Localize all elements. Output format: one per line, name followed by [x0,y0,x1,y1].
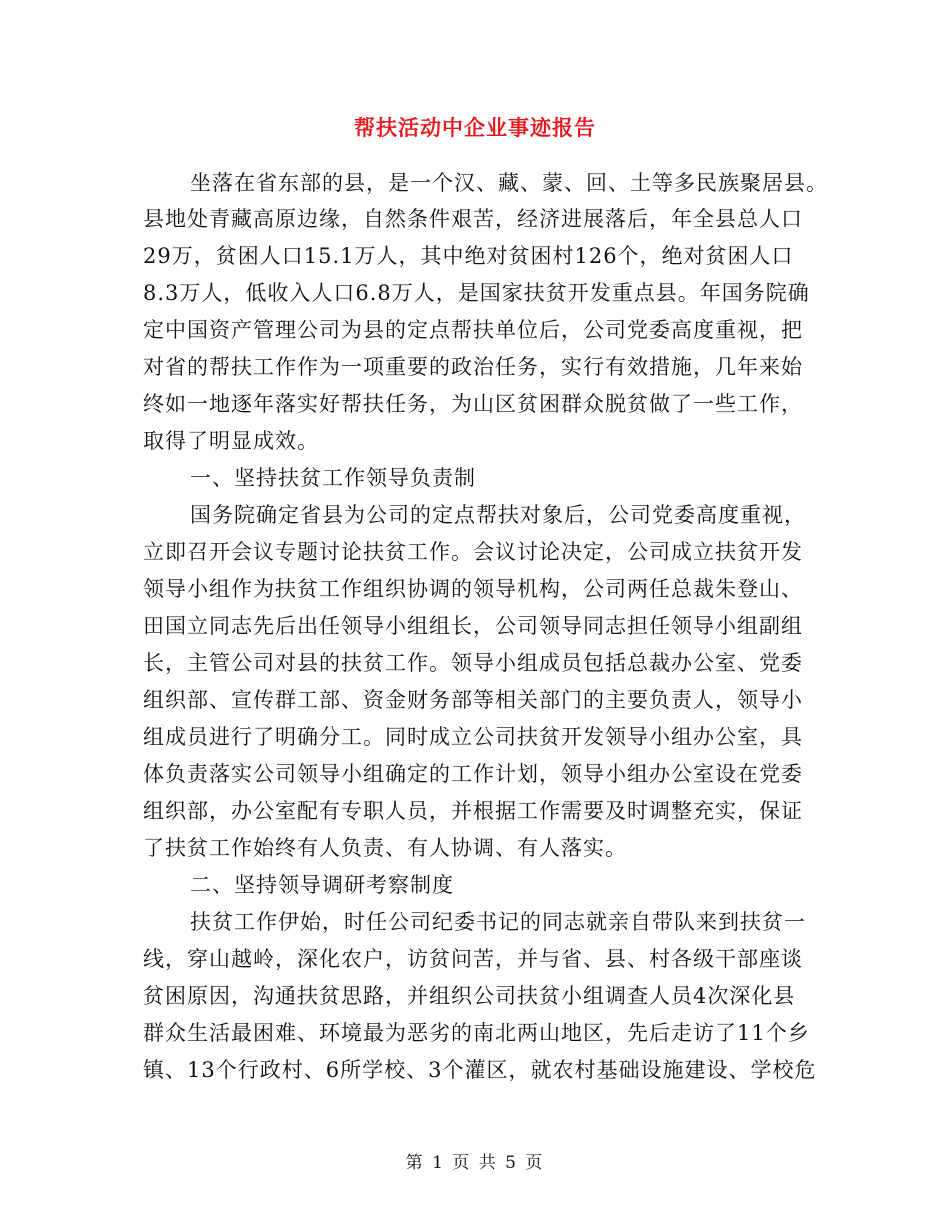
document-title: 帮扶活动中企业事迹报告 [354,115,596,140]
body-line: 坐落在省东部的县，是一个汉、藏、蒙、回、土等多民族聚居县。 [190,171,828,195]
body-line: 组成员进行了明确分工。同时成立公司扶贫开发领导小组办公室，具 [143,725,803,749]
body-line: 县地处青藏高原边缘，自然条件艰苦，经济进展落后，年全县总人口 [143,207,803,231]
body-line: 8.3万人，低收入人口6.8万人，是国家扶贫开发重点县。年国务院确 [143,281,810,305]
body-line: 领导小组作为扶贫工作组织协调的领导机构，公司两任总裁朱登山、 [143,577,803,601]
body-line: 了扶贫工作始终有人负责、有人协调、有人落实。 [143,836,627,860]
body-line: 贫困原因，沟通扶贫思路，并组织公司扶贫小组调查人员4次深化县 [143,984,796,1008]
page-number: 第 1 页 共 5 页 [405,1153,545,1173]
body-line: 对省的帮扶工作作为一项重要的政治任务，实行有效措施，几年来始 [143,355,803,379]
body-line: 立即召开会议专题讨论扶贫工作。会议讨论决定，公司成立扶贫开发 [143,540,803,564]
body-line: 镇、13个行政村、6所学校、3个灌区，就农村基础设施建设、学校危 [143,1058,817,1082]
section-heading: 一、坚持扶贫工作领导负责制 [190,466,476,490]
body-line: 终如一地逐年落实好帮扶任务，为山区贫困群众脱贫做了一些工作， [143,392,803,416]
body-line: 组织部、宣传群工部、资金财务部等相关部门的主要负责人，领导小 [143,688,803,712]
section-heading: 二、坚持领导调研考察制度 [190,873,454,897]
body-line: 29万，贫困人口15.1万人，其中绝对贫困村126个，绝对贫困人口 [143,244,794,268]
body-line: 扶贫工作伊始，时任公司纪委书记的同志就亲自带队来到扶贫一 [190,910,806,934]
body-line: 体负责落实公司领导小组确定的工作计划，领导小组办公室设在党委 [143,762,803,786]
body-line: 群众生活最困难、环境最为恶劣的南北两山地区，先后走访了11个乡 [143,1021,810,1045]
body-line: 取得了明显成效。 [143,429,319,453]
body-line: 线，穿山越岭，深化农户，访贫问苦，并与省、县、村各级干部座谈 [143,947,803,971]
body-line: 国务院确定省县为公司的定点帮扶对象后，公司党委高度重视， [190,503,806,527]
body-line: 组织部，办公室配有专职人员，并根据工作需要及时调整充实，保证 [143,799,803,823]
body-line: 长，主管公司对县的扶贫工作。领导小组成员包括总裁办公室、党委 [143,651,803,675]
body-line: 定中国资产管理公司为县的定点帮扶单位后，公司党委高度重视，把 [143,318,803,342]
body-line: 田国立同志先后出任领导小组组长，公司领导同志担任领导小组副组 [143,614,803,638]
